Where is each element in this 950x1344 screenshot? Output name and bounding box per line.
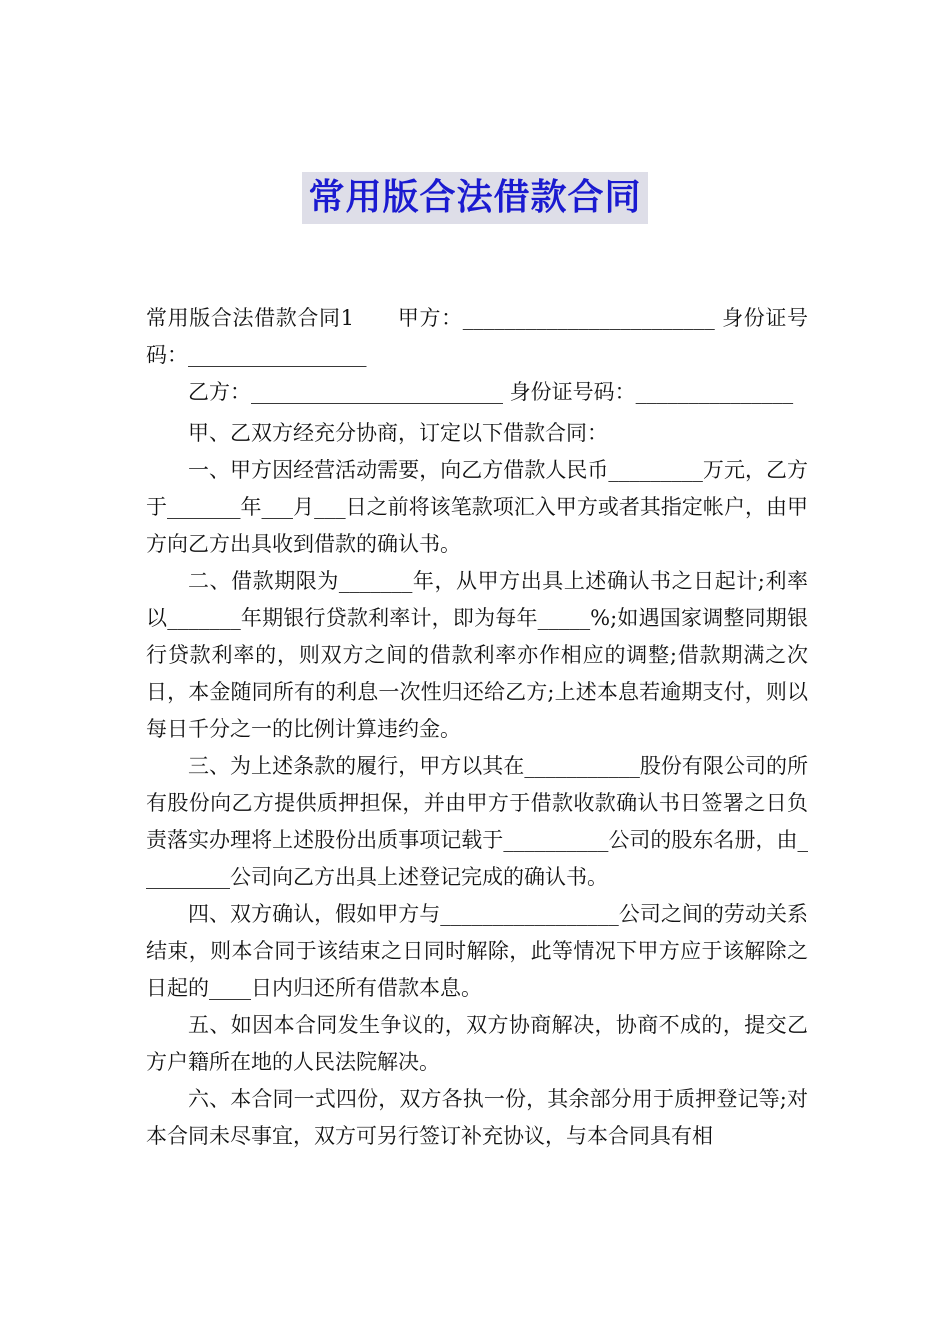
paragraph-clause-3: 三、为上述条款的履行，甲方以其在___________股份有限公司的所有股份向乙方提供质押担保，并由甲方于借款收款确认书日签署之日负责落实办理将上述股份出质事项记载于__________公司的股东名册，由_________公司向乙方出具上述登记完成的确认书。 bbox=[146, 754, 808, 889]
paragraph-intro: 甲、乙双方经充分协商，订定以下借款合同： bbox=[188, 421, 608, 445]
paragraph-clause-4: 四、双方确认，假如甲方与_________________公司之间的劳动关系结束，则本合同于该结束之日同时解除，此等情况下甲方应于该解除之日起的____日内归还所有借款本息。 bbox=[146, 902, 808, 1000]
paragraph-clause-2: 二、借款期限为_______年，从甲方出具上述确认书之日起计;利率以_______年期银行贷款利率计，即为每年_____%;如遇国家调整同期银行贷款利率的，则双方之间的借款利率亦作相应的调整;借款期满之次日，本金随同所有的利息一次性归还给乙方;上述本息若逾期支付，则以每日千分之一的比例计算违约金。 bbox=[146, 569, 808, 741]
document-title: 常用版合法借款合同 bbox=[302, 172, 647, 224]
paragraph-parties-yi: 乙方：________________________ 身份证号码：_______________ bbox=[188, 380, 794, 404]
title-container bbox=[0, 172, 950, 224]
paragraph-clause-1: 一、甲方因经营活动需要，向乙方借款人民币_________万元，乙方于_______年___月___日之前将该笔款项汇入甲方或者其指定帐户，由甲方向乙方出具收到借款的确认书。 bbox=[146, 458, 808, 556]
paragraph-clause-5: 五、如因本合同发生争议的，双方协商解决，协商不成的，提交乙方户籍所在地的人民法院解决。 bbox=[146, 1013, 808, 1074]
paragraph-clause-6: 六、本合同一式四份，双方各执一份，其余部分用于质押登记等;对本合同未尽事宜，双方可另行签订补充协议，与本合同具有相 bbox=[146, 1087, 808, 1148]
paragraph-parties-jia: 常用版合法借款合同1 甲方：________________________ 身份证号码：_________________ bbox=[146, 306, 808, 367]
document-body bbox=[146, 300, 808, 1155]
